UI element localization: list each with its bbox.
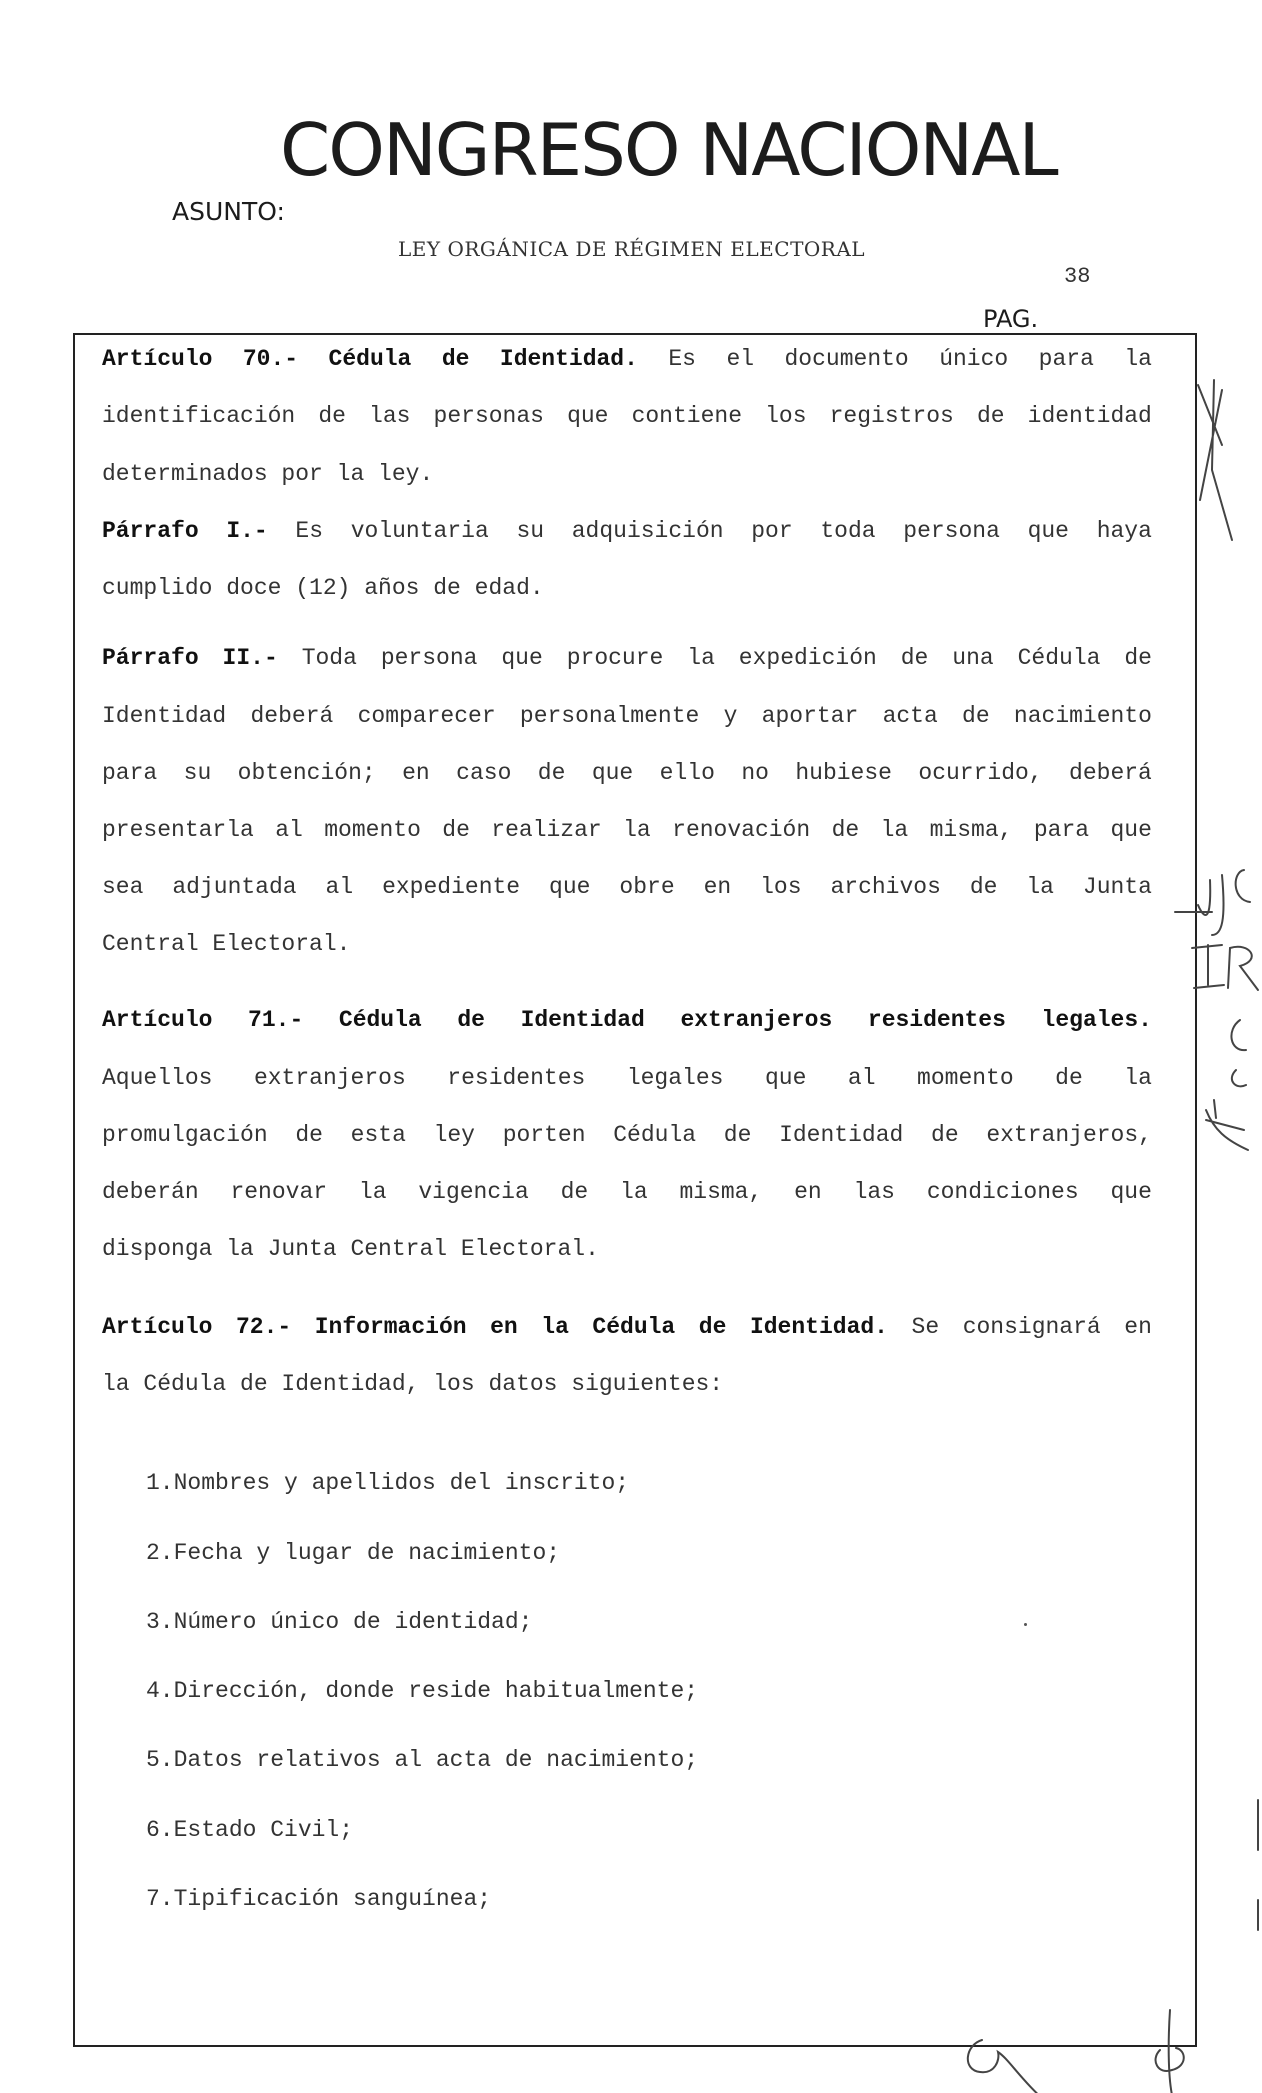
word: sea [102, 874, 144, 900]
word: al [325, 874, 354, 900]
word: Aquellos [102, 1065, 213, 1091]
institution-title: CONGRESO NACIONAL [280, 108, 1057, 192]
list-item: 5.Datos relativos al acta de nacimiento; [146, 1747, 699, 1773]
word: adjuntada [172, 874, 297, 900]
word: Junta [1082, 874, 1152, 900]
word: expediente [382, 874, 521, 900]
word: Cédula [1017, 645, 1101, 671]
art71-line-5: disponga la Junta Central Electoral. [102, 1236, 599, 1262]
word: Toda [301, 645, 357, 671]
article-number: 72.- [235, 1314, 292, 1340]
list-item: 2.Fecha y lugar de nacimiento; [146, 1540, 561, 1566]
word: extranjeros [253, 1065, 406, 1091]
word: Identidad [779, 1122, 904, 1148]
word: de [962, 703, 990, 729]
word: deberán [102, 1179, 199, 1205]
word: documento [784, 346, 909, 372]
word: de [969, 874, 998, 900]
word: los [765, 403, 807, 429]
list-item: 6.Estado Civil; [146, 1817, 354, 1843]
word: persona [903, 518, 1000, 544]
word: adquisición [571, 518, 724, 544]
word: ley [433, 1122, 475, 1148]
list-item: 7.Tipificación sanguínea; [146, 1886, 492, 1912]
word: de [931, 1122, 959, 1148]
article-heading-word: residentes [867, 1007, 1006, 1033]
word: deberá [1069, 760, 1152, 786]
word: presentarla [102, 817, 254, 843]
article-heading-word: de [457, 1007, 485, 1033]
word: Es [668, 346, 696, 372]
article-label: Artículo [102, 1007, 213, 1033]
initials-jjc [1175, 870, 1250, 935]
article-heading-word: Información [314, 1314, 467, 1340]
document-subject: LEY ORGÁNICA DE RÉGIMEN ELECTORAL [398, 237, 866, 261]
word: Cédula [613, 1122, 697, 1148]
list-item: 1.Nombres y apellidos del inscrito; [146, 1470, 630, 1496]
word: que [764, 1065, 807, 1091]
word: de [1055, 1065, 1083, 1091]
word: que [591, 760, 634, 786]
word: acta [882, 703, 938, 729]
word: los [760, 874, 802, 900]
word: de [537, 760, 566, 786]
word: en [794, 1179, 822, 1205]
word: promulgación [102, 1122, 268, 1148]
article-label: Artículo [102, 1314, 213, 1340]
article-heading-word: Identidad. [749, 1314, 888, 1340]
bottom-signature-right [1156, 2010, 1184, 2093]
article-heading-word: en [490, 1314, 518, 1340]
word: toda [820, 518, 876, 544]
article-heading-word: Cédula [338, 1007, 422, 1033]
art70-parrafo-1-line-2: cumplido doce (12) años de edad. [102, 575, 544, 601]
pag-label: PAG. [983, 305, 1039, 333]
article-heading-word: extranjeros [680, 1007, 833, 1033]
word: y [723, 703, 738, 729]
word: personas [433, 403, 544, 429]
word: renovación [672, 817, 811, 843]
word: las [853, 1179, 895, 1205]
list-item: 4.Dirección, donde reside habitualmente; [146, 1678, 699, 1704]
word: procure [566, 645, 664, 671]
word: la [1124, 1065, 1152, 1091]
word: en [703, 874, 732, 900]
word: que [1027, 518, 1069, 544]
word: comparecer [357, 703, 496, 729]
word: persona [380, 645, 478, 671]
word: momento [917, 1065, 1014, 1091]
word: de [900, 645, 929, 671]
word: misma, [679, 1179, 763, 1205]
word: por [751, 518, 793, 544]
word: de [831, 817, 860, 843]
word: Es [295, 518, 324, 544]
art72-line-2: la Cédula de Identidad, los datos siguientes: [102, 1371, 724, 1397]
word: que [501, 645, 543, 671]
word: de [723, 1122, 752, 1148]
art70-line-3: determinados por la ley. [102, 461, 434, 487]
page-number: 38 [1064, 264, 1091, 289]
article-heading-word: Identidad. [499, 346, 638, 372]
word: su [183, 760, 212, 786]
word: su [516, 518, 545, 544]
paragraph-label: Párrafo [102, 645, 199, 671]
article-number: 70.- [242, 346, 299, 372]
word: obre [619, 874, 675, 900]
word: porten [502, 1122, 586, 1148]
word: la [1124, 346, 1152, 372]
article-heading-word: Identidad [520, 1007, 645, 1033]
initials-column [1206, 1020, 1248, 1150]
word: renovar [230, 1179, 328, 1205]
word: para [1038, 346, 1094, 372]
word: contiene [631, 403, 742, 429]
word: extranjeros, [986, 1122, 1152, 1148]
initials-ir [1192, 945, 1258, 990]
word: misma, [929, 817, 1013, 843]
article-heading-word: de [441, 346, 470, 372]
word: haya [1096, 518, 1152, 544]
word: la [880, 817, 909, 843]
word: aportar [761, 703, 859, 729]
word: momento [324, 817, 421, 843]
word: de [1124, 645, 1152, 671]
word: al [275, 817, 303, 843]
paragraph-label: Párrafo [102, 518, 199, 544]
word: obtención; [237, 760, 376, 786]
word: legales [626, 1065, 724, 1091]
word: para [1033, 817, 1090, 843]
word: deberá [250, 703, 334, 729]
word: en [402, 760, 430, 786]
word: el [726, 346, 755, 372]
word: vigencia [418, 1179, 529, 1205]
word: que [1110, 817, 1152, 843]
paragraph-number: I.- [226, 518, 268, 544]
article-label: Artículo [102, 346, 213, 372]
art70-parrafo-2-line-6: Central Electoral. [102, 931, 351, 957]
word: la [620, 1179, 648, 1205]
word: residentes [447, 1065, 586, 1091]
paragraph-number: II.- [222, 645, 278, 671]
bottom-signature-left [968, 2040, 1055, 2093]
article-heading-word: la [541, 1314, 569, 1340]
article-heading-word: legales. [1041, 1007, 1152, 1033]
word: Identidad [102, 703, 227, 729]
word: la [623, 817, 651, 843]
list-item: 3.Número único de identidad; [146, 1609, 533, 1635]
word: ocurrido, [918, 760, 1043, 786]
word: de [318, 403, 346, 429]
word: condiciones [926, 1179, 1079, 1205]
article-heading-word: Cédula [328, 346, 412, 372]
article-heading-word: Cédula [592, 1314, 676, 1340]
word: la [687, 645, 715, 671]
word: que [1110, 1179, 1152, 1205]
word: que [567, 403, 609, 429]
word: al [847, 1065, 876, 1091]
word: la [1026, 874, 1054, 900]
word: identificación [102, 403, 296, 429]
word: la [358, 1179, 387, 1205]
margin-signature-top [1198, 380, 1232, 540]
word: no [741, 760, 769, 786]
word: expedición [738, 645, 877, 671]
word: caso [456, 760, 512, 786]
word: las [369, 403, 411, 429]
word: una [952, 645, 994, 671]
word: identidad [1027, 403, 1152, 429]
word: único [939, 346, 1009, 372]
word: en [1124, 1314, 1152, 1340]
word: de [560, 1179, 589, 1205]
word: de [295, 1122, 323, 1148]
word: voluntaria [350, 518, 489, 544]
word: que [549, 874, 591, 900]
word: consignará [962, 1314, 1101, 1340]
word: hubiese [795, 760, 892, 786]
article-heading-word: de [698, 1314, 727, 1340]
word: archivos [830, 874, 941, 900]
word: para [102, 760, 158, 786]
word: personalmente [519, 703, 700, 729]
word: Se [911, 1314, 940, 1340]
article-number: 71.- [248, 1007, 304, 1033]
word: realizar [491, 817, 602, 843]
word: registros [829, 403, 954, 429]
word: esta [350, 1122, 406, 1148]
word: ello [659, 760, 715, 786]
word: de [442, 817, 470, 843]
word: de [976, 403, 1005, 429]
word: nacimiento [1013, 703, 1152, 729]
asunto-label: ASUNTO: [172, 197, 285, 226]
